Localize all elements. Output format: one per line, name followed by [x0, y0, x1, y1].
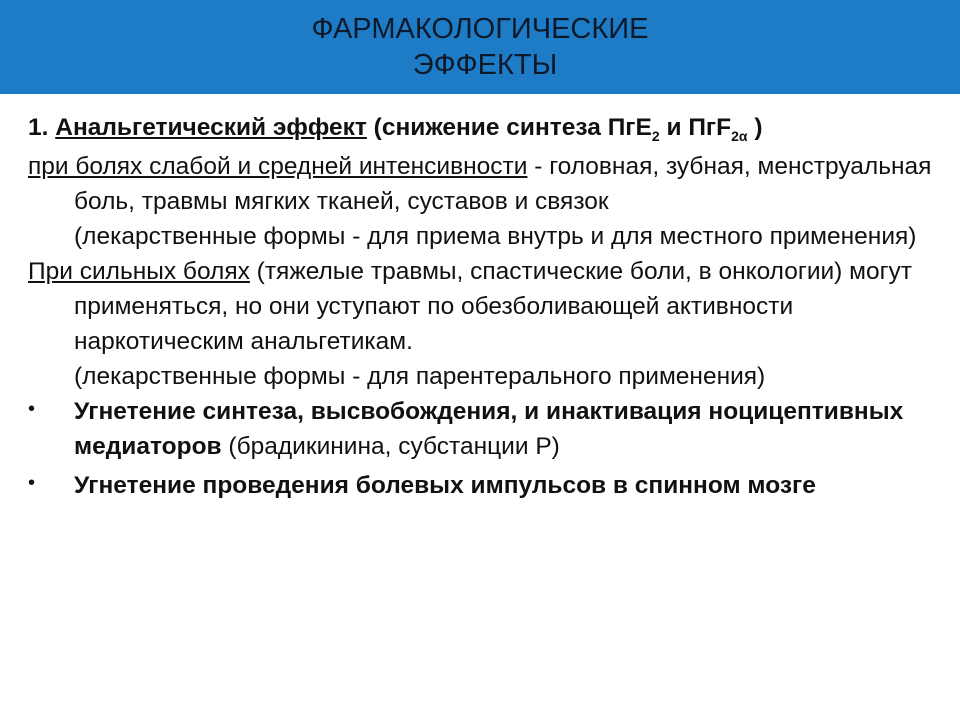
strong-pain-forms: (лекарственные формы - для парентерального применения): [74, 363, 766, 390]
strong-pain-paragraph: [28, 254, 938, 359]
title-bar: [0, 0, 960, 94]
heading-paren-close: ): [747, 114, 763, 141]
weak-pain-forms: (лекарственные формы - для приема внутрь и для местного применения): [74, 223, 917, 250]
heading-number: 1.: [28, 114, 56, 141]
section-heading: [28, 110, 938, 145]
bullet-icon: •: [28, 398, 36, 420]
heading-sub-2: 2α: [731, 127, 748, 144]
list-item: [28, 394, 938, 464]
weak-pain-label: при болях слабой и средней интенсивности: [28, 153, 528, 180]
slide-title-line-1: ФАРМАКОЛОГИЧЕСКИЕ: [311, 13, 649, 45]
heading-label: Анальгетический эффект: [55, 114, 367, 141]
strong-pain-label: При сильных болях: [28, 258, 250, 285]
heading-paren-open: (снижение синтеза ПгЕ: [366, 114, 652, 141]
bullet-normal-text: (брадикинина, субстанции Р): [221, 433, 560, 460]
slide-title-line-2: ЭФФЕКТЫ: [412, 49, 558, 81]
bullet-list: [28, 394, 938, 503]
weak-pain-text: - головная, зубная, менструальная боль, травмы мягких тканей, суставов и связок: [74, 153, 932, 215]
list-item: [28, 468, 938, 503]
strong-pain-text: (тяжелые травмы, спастические боли, в онкологии) могут применяться, но они уступают по обезболивающей активности наркотическим анальгетикам.: [74, 258, 913, 355]
bullet-bold-text: Угнетение синтеза, высвобождения, и инактивация ноцицептивных медиаторов: [74, 398, 904, 460]
heading-sub-1: 2: [651, 127, 660, 144]
bullet-icon: •: [28, 472, 36, 494]
slide-body: [28, 104, 938, 503]
bullet-bold-text: Угнетение проведения болевых импульсов в спинном мозге: [74, 472, 816, 499]
heading-middle: и ПгF: [659, 114, 732, 141]
weak-pain-paragraph: [28, 149, 938, 219]
